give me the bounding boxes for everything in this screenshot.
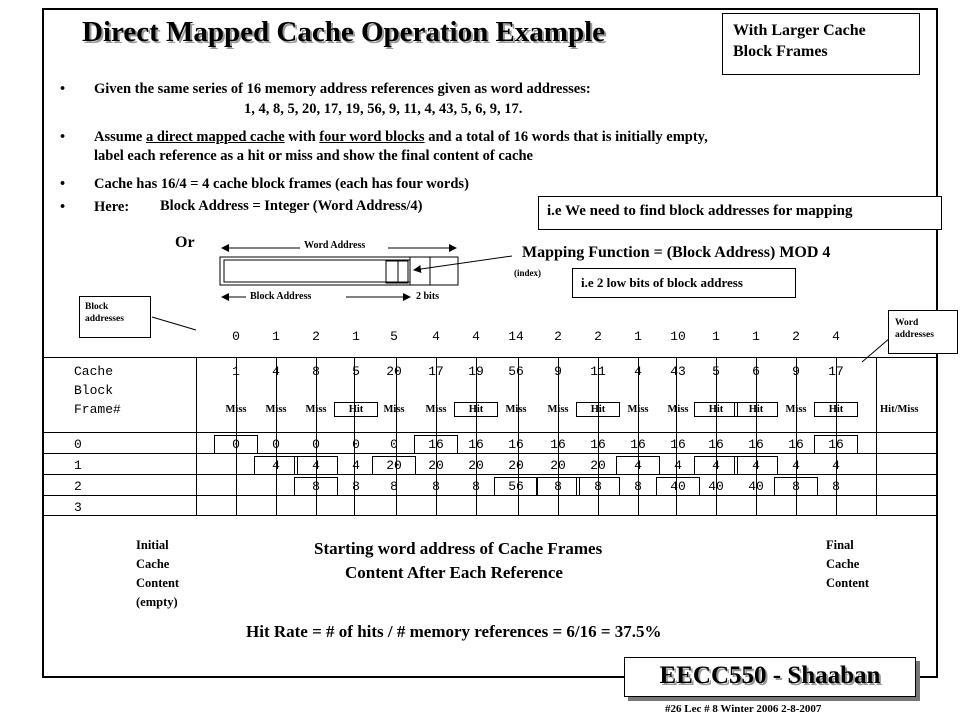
bullet-2-direct-mapped: a direct mapped cache: [145, 129, 285, 145]
cache-content-cell: 4: [296, 458, 336, 473]
block-address-cell: 2: [554, 329, 562, 344]
bullet-2-text-c: and a total of 16 words that is initially empty,: [428, 129, 708, 145]
slide-title: Direct Mapped Cache Operation Example: [82, 16, 606, 48]
bullet-4-here: Here:: [94, 199, 130, 215]
cache-content-cell: 8: [472, 479, 480, 494]
frame-number-0: 0: [74, 437, 82, 452]
cache-content-cell: 8: [776, 479, 816, 494]
word-addresses-label: Word addresses: [888, 310, 958, 354]
cache-content-cell: 16: [670, 437, 686, 452]
final-label: [826, 536, 869, 593]
cache-content-cell: 4: [674, 458, 682, 473]
block-address-cell: 2: [792, 329, 800, 344]
bullet-dot: •: [60, 81, 66, 97]
address-sequence: 1, 4, 8, 5, 20, 17, 19, 56, 9, 11, 4, 43, 5, 6, 9, 17.: [244, 101, 523, 117]
word-address-cell: 20: [386, 364, 402, 379]
block-address-cell: 1: [634, 329, 642, 344]
cache-content-cell: 16: [816, 437, 856, 452]
hit-miss-cell: Miss: [785, 404, 807, 415]
caption-line-2: Content After Each Reference: [345, 563, 563, 582]
final-label-1: Final: [826, 538, 854, 552]
cache-content-cell: 4: [792, 458, 800, 473]
cache-content-cell: 16: [508, 437, 524, 452]
hit-miss-cell: Hit: [816, 404, 856, 415]
or-label: Or: [175, 234, 195, 251]
low-bits-note: i.e 2 low bits of block address: [572, 268, 796, 298]
cache-content-cell: 8: [538, 479, 578, 494]
cache-content-cell: 4: [696, 458, 736, 473]
initial-label-2: Cache: [136, 557, 170, 571]
cache-content-cell: 16: [468, 437, 484, 452]
hit-miss-cell: Miss: [305, 404, 327, 415]
initial-label-3: Content: [136, 576, 180, 590]
block-address-cell: 1: [352, 329, 360, 344]
block-address-cell: 0: [232, 329, 240, 344]
cache-content-cell: 4: [352, 458, 360, 473]
cache-content-cell: 8: [296, 479, 336, 494]
cache-content-cell: 16: [590, 437, 606, 452]
bullet-dot: •: [60, 129, 66, 145]
cache-content-cell: 40: [708, 479, 724, 494]
bullet-dot: •: [60, 176, 66, 192]
cache-content-cell: 20: [374, 458, 414, 473]
word-address-cell: 9: [792, 364, 800, 379]
cache-content-cell: 16: [630, 437, 646, 452]
table-line-top: [44, 357, 936, 358]
final-label-2: Cache: [826, 557, 860, 571]
two-bits-label: 2 bits: [416, 291, 440, 302]
hit-miss-cell: Hit: [578, 404, 618, 415]
block-address-cell: 1: [712, 329, 720, 344]
word-address-cell: 19: [468, 364, 484, 379]
block-addresses-pointer: [152, 317, 196, 330]
corner-note-line-1: With Larger Cache: [733, 22, 866, 39]
row-label-frame: Frame#: [74, 402, 121, 417]
cache-content-cell: 4: [832, 458, 840, 473]
bullet-2-line-2: label each reference as a hit or miss and show the final content of cache: [94, 148, 533, 164]
table-column-line: [196, 357, 197, 515]
frame-number-2: 2: [74, 479, 82, 494]
cache-content-cell: 20: [550, 458, 566, 473]
bullet-4-formula: Block Address = Integer (Word Address/4): [160, 198, 423, 214]
cache-content-cell: 4: [256, 458, 296, 473]
footer: #26 Lec # 8 Winter 2006 2-8-2007: [665, 703, 822, 715]
block-address-cell: 5: [390, 329, 398, 344]
table-column-line: [236, 357, 237, 515]
initial-label-4: (empty): [136, 595, 178, 609]
block-address-cell: 4: [832, 329, 840, 344]
hit-miss-cell: Miss: [505, 404, 527, 415]
block-address-cell: 1: [752, 329, 760, 344]
cache-content-cell: 8: [432, 479, 440, 494]
table-row-line: [44, 495, 936, 496]
corner-note-line-2: Block Frames: [733, 43, 828, 60]
block-address-cell: 1: [272, 329, 280, 344]
bullet-1-text: Given the same series of 16 memory address references given as word addresses:: [94, 81, 591, 97]
frame-number-1: 1: [74, 458, 82, 473]
block-address-cell: 10: [670, 329, 686, 344]
word-address-cell: 17: [828, 364, 844, 379]
bullet-2-four-word-blocks: four word blocks: [319, 129, 425, 145]
word-address-cell: 5: [352, 364, 360, 379]
cache-content-cell: 16: [550, 437, 566, 452]
frame-number-3: 3: [74, 500, 82, 515]
hit-rate: Hit Rate = # of hits / # memory references = 6/16 = 37.5%: [246, 622, 662, 641]
bullet-3-text: Cache has 16/4 = 4 cache block frames (each has four words): [94, 176, 469, 192]
cache-content-cell: 8: [352, 479, 360, 494]
initial-label: [136, 536, 179, 612]
cache-content-cell: 16: [788, 437, 804, 452]
hit-miss-cell: Miss: [547, 404, 569, 415]
block-address-cell: 2: [312, 329, 320, 344]
word-address-label: Word Address: [304, 240, 366, 251]
caption-line-1: Starting word address of Cache Frames: [314, 539, 603, 558]
bullet-dot: •: [60, 199, 66, 215]
table-row-line: [44, 453, 936, 454]
word-address-cell: 11: [590, 364, 606, 379]
block-addresses-label: Block addresses: [79, 296, 151, 338]
cache-content-cell: 0: [352, 437, 360, 452]
block-address-note: i.e We need to find block addresses for mapping: [538, 196, 942, 230]
hit-miss-cell: Hit: [336, 404, 376, 415]
block-address-cell: 4: [432, 329, 440, 344]
word-address-cell: 5: [712, 364, 720, 379]
word-address-cell: 4: [634, 364, 642, 379]
hit-miss-cell: Miss: [627, 404, 649, 415]
brand-box: EECC550 - Shaaban: [624, 657, 916, 697]
table-column-line: [876, 357, 877, 515]
index-label: (index): [514, 268, 541, 278]
cache-content-cell: 20: [468, 458, 484, 473]
cache-content-cell: 56: [496, 479, 536, 494]
block-address-cell: 14: [508, 329, 524, 344]
cache-content-cell: 4: [736, 458, 776, 473]
cache-content-cell: 20: [590, 458, 606, 473]
cache-content-cell: 20: [428, 458, 444, 473]
cache-content-cell: 8: [634, 479, 642, 494]
cache-content-cell: 0: [312, 437, 320, 452]
cache-content-cell: 0: [390, 437, 398, 452]
cache-content-cell: 8: [390, 479, 398, 494]
hit-miss-cell: Hit: [736, 404, 776, 415]
block-address-cell: 2: [594, 329, 602, 344]
word-address-cell: 17: [428, 364, 444, 379]
table-row-line: [44, 515, 936, 516]
cache-content-cell: 16: [708, 437, 724, 452]
hit-miss-cell: Miss: [425, 404, 447, 415]
block-address-cell: 4: [472, 329, 480, 344]
hit-miss-cell: Miss: [225, 404, 247, 415]
row-label-cache: Cache: [74, 364, 114, 379]
row-label-block: Block: [74, 383, 114, 398]
word-address-cell: 8: [312, 364, 320, 379]
hit-miss-cell: Miss: [265, 404, 287, 415]
final-label-3: Content: [826, 576, 870, 590]
word-address-cell: 43: [670, 364, 686, 379]
hit-miss-cell: Miss: [667, 404, 689, 415]
hit-miss-label: Hit/Miss: [880, 404, 919, 415]
word-address-cell: 1: [232, 364, 240, 379]
cache-content-cell: 20: [508, 458, 524, 473]
table-line-mid: [44, 432, 936, 433]
hit-miss-cell: Hit: [456, 404, 496, 415]
cache-content-cell: 16: [416, 437, 456, 452]
word-address-cell: 4: [272, 364, 280, 379]
block-address-label: Block Address: [250, 291, 312, 302]
word-address-cell: 56: [508, 364, 524, 379]
cache-content-cell: 8: [832, 479, 840, 494]
table-row-line: [44, 474, 936, 475]
hit-miss-cell: Hit: [696, 404, 736, 415]
cache-content-cell: 40: [748, 479, 764, 494]
word-address-cell: 6: [752, 364, 760, 379]
bullet-2-text-a: Assume: [94, 129, 143, 145]
cache-content-cell: 0: [272, 437, 280, 452]
cache-content-cell: 40: [658, 479, 698, 494]
cache-content-cell: 0: [216, 437, 256, 452]
cache-content-cell: 4: [618, 458, 658, 473]
table-column-line: [276, 357, 277, 515]
bullet-2-text-b: with: [288, 129, 316, 145]
mapping-function: Mapping Function = (Block Address) MOD 4: [522, 244, 831, 261]
word-address-bar: [220, 257, 458, 285]
initial-label-1: Initial: [136, 538, 169, 552]
word-address-cell: 9: [554, 364, 562, 379]
hit-miss-cell: Miss: [383, 404, 405, 415]
cache-content-cell: 8: [578, 479, 618, 494]
cache-content-cell: 16: [748, 437, 764, 452]
